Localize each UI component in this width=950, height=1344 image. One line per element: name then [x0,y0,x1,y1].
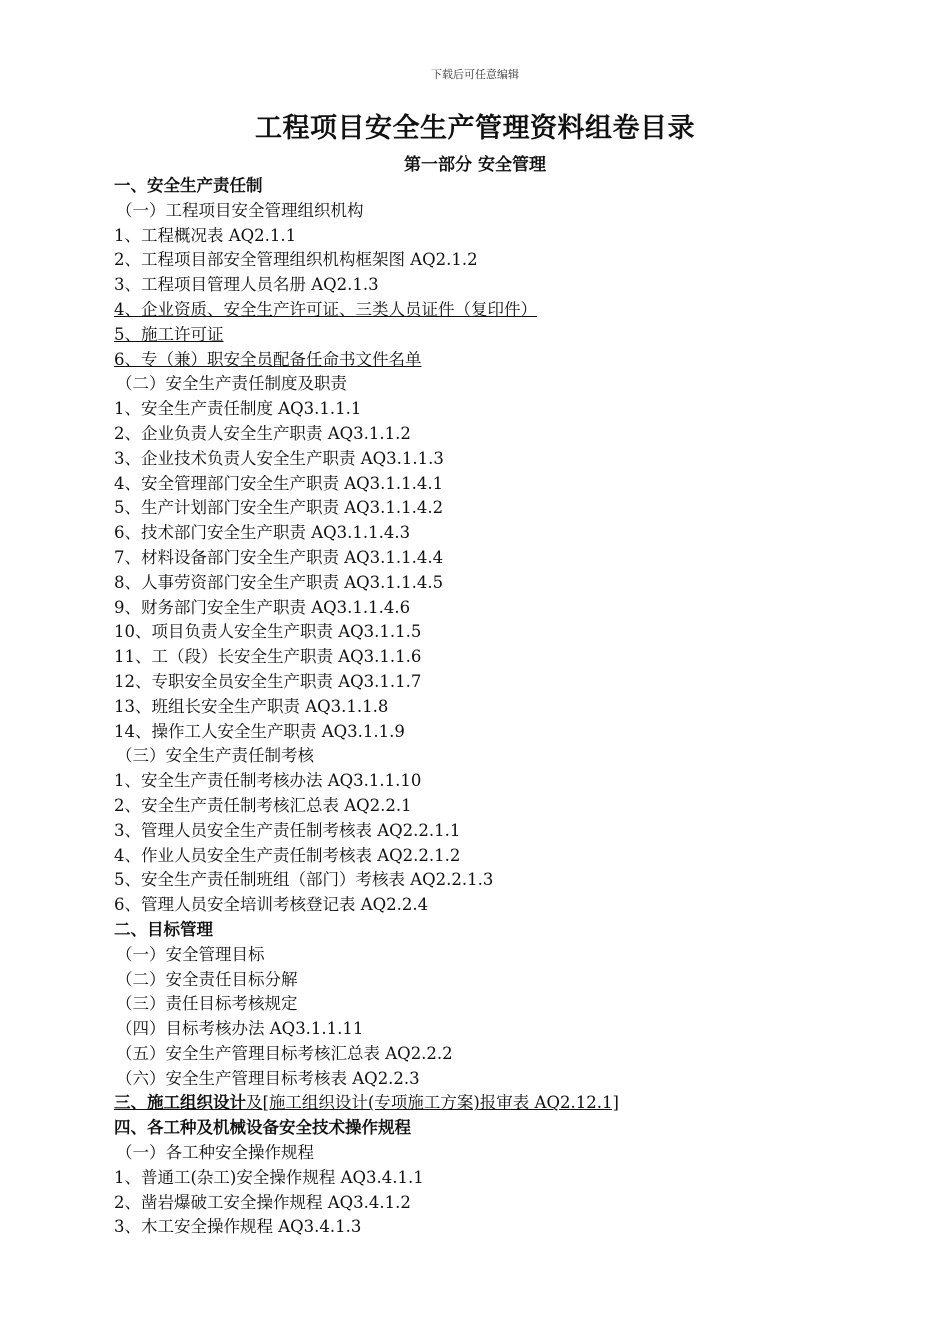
toc-entry-text: （六）安全生产管理目标考核表 AQ2.2.3 [116,1068,420,1088]
toc-entry-text: 6、管理人员安全培训考核登记表 AQ2.2.4 [114,895,429,915]
toc-entry [114,769,894,794]
toc-entry [114,1215,894,1240]
toc-entry [114,298,894,323]
toc-entry [114,819,894,844]
toc-entry-text: 2、企业负责人安全生产职责 AQ3.1.1.2 [114,423,411,443]
toc-entry-text: 3、企业技术负责人安全生产职责 AQ3.1.1.3 [114,448,444,468]
toc-entry-text: 三、施工组织设计 [114,1093,246,1113]
toc-entry [114,224,894,249]
toc-entry [114,918,894,943]
toc-entry [114,273,894,298]
toc-entry-text: （二）安全生产责任制度及职责 [116,374,347,394]
toc-entry-text: 1、安全生产责任制度 AQ3.1.1.1 [114,399,362,419]
toc-entry-text: 7、材料设备部门安全生产职责 AQ3.1.1.4.4 [114,547,444,567]
toc-entry [114,720,894,745]
toc-entry-text: 8、人事劳资部门安全生产职责 AQ3.1.1.4.5 [114,572,444,592]
toc-entry [114,546,894,571]
toc-entry [114,472,894,497]
toc-entry-text: 四、各工种及机械设备安全技术操作规程 [114,1118,411,1138]
toc-entry [114,1091,894,1116]
toc-entry [114,992,894,1017]
toc-entry-text: 1、工程概况表 AQ2.1.1 [114,225,297,245]
toc-entry [114,199,894,224]
toc-entry [114,670,894,695]
toc-entry-text: 9、财务部门安全生产职责 AQ3.1.1.4.6 [114,597,411,617]
toc-entry-text: （三）安全生产责任制考核 [116,746,314,766]
toc-entry-text: 2、工程项目部安全管理组织机构框架图 AQ2.1.2 [114,250,478,270]
toc-entry [114,496,894,521]
toc-entry [114,248,894,273]
toc-entry-text: 6、技术部门安全生产职责 AQ3.1.1.4.3 [114,523,411,543]
toc-entry-text: 一、安全生产责任制 [114,176,263,195]
toc-entry [114,323,894,348]
toc-entry [114,645,894,670]
toc-entry-suffix: 及[施工组织设计(专项施工方案)报审表 AQ2.12.1] [246,1093,619,1113]
header-note: 下载后可任意编辑 [431,68,519,81]
toc-entry-text: （五）安全生产管理目标考核汇总表 AQ2.2.2 [116,1043,453,1063]
toc-entry [114,794,894,819]
toc-entry [114,943,894,968]
toc-entry [114,1042,894,1067]
toc-entry [114,868,894,893]
toc-entry-text: （一）工程项目安全管理组织机构 [116,200,364,220]
toc-entry-text: 12、专职安全员安全生产职责 AQ3.1.1.7 [114,671,422,691]
toc-entry [114,397,894,422]
document-title: 工程项目安全生产管理资料组卷目录 [255,113,695,144]
toc-entry [114,174,894,199]
toc-entry [114,422,894,447]
toc-entry [114,348,894,373]
toc-entry-text: 3、木工安全操作规程 AQ3.4.1.3 [114,1217,362,1237]
toc-entry-text: （一）安全管理目标 [116,944,265,964]
toc-entry-text: 2、凿岩爆破工安全操作规程 AQ3.4.1.2 [114,1192,411,1212]
toc-entry-text: 2、安全生产责任制考核汇总表 AQ2.2.1 [114,795,412,815]
part-title: 第一部分 安全管理 [404,155,546,175]
toc-entry [114,893,894,918]
toc-entry-text: 4、安全管理部门安全生产职责 AQ3.1.1.4.1 [114,473,444,493]
toc-entry [114,744,894,769]
toc-entry-text: 5、施工许可证 [114,324,224,344]
toc-entry-text: 4、企业资质、安全生产许可证、三类人员证件（复印件） [114,299,537,319]
toc-entry-text: 1、安全生产责任制考核办法 AQ3.1.1.10 [114,771,422,791]
toc-entry-text: 14、操作工人安全生产职责 AQ3.1.1.9 [114,721,405,741]
toc-entry-text: 1、普通工(杂工)安全操作规程 AQ3.4.1.1 [114,1167,424,1187]
toc-entry-text: 10、项目负责人安全生产职责 AQ3.1.1.5 [114,622,422,642]
toc-entry-text: 3、工程项目管理人员名册 AQ2.1.3 [114,275,379,295]
toc-entry-text: （二）安全责任目标分解 [116,969,298,989]
toc-entry [114,447,894,472]
toc-entry [114,1166,894,1191]
toc-entry-text: （三）责任目标考核规定 [116,994,298,1014]
toc-entry-text: 13、班组长安全生产职责 AQ3.1.1.8 [114,696,389,716]
toc-entry-text: 5、生产计划部门安全生产职责 AQ3.1.1.4.2 [114,498,444,518]
toc-entry [114,521,894,546]
table-of-contents [114,174,894,1240]
toc-entry-text: （四）目标考核办法 AQ3.1.1.11 [116,1019,364,1039]
toc-entry [114,372,894,397]
toc-entry-text: 3、管理人员安全生产责任制考核表 AQ2.2.1.1 [114,820,461,840]
toc-entry-text: （一）各工种安全操作规程 [116,1143,314,1163]
toc-entry [114,596,894,621]
toc-entry [114,1191,894,1216]
toc-entry [114,1067,894,1092]
toc-entry-text: 5、安全生产责任制班组（部门）考核表 AQ2.2.1.3 [114,870,494,890]
toc-entry [114,1116,894,1141]
toc-entry-text: 4、作业人员安全生产责任制考核表 AQ2.2.1.2 [114,845,461,865]
toc-entry-text: 11、工（段）长安全生产职责 AQ3.1.1.6 [114,647,422,667]
toc-entry-text: 二、目标管理 [114,919,213,939]
toc-entry [114,1141,894,1166]
toc-entry [114,844,894,869]
toc-entry [114,620,894,645]
toc-entry [114,1017,894,1042]
toc-entry-text: 6、专（兼）职安全员配备任命书文件名单 [114,349,422,369]
toc-entry [114,695,894,720]
toc-entry [114,571,894,596]
toc-entry [114,968,894,993]
